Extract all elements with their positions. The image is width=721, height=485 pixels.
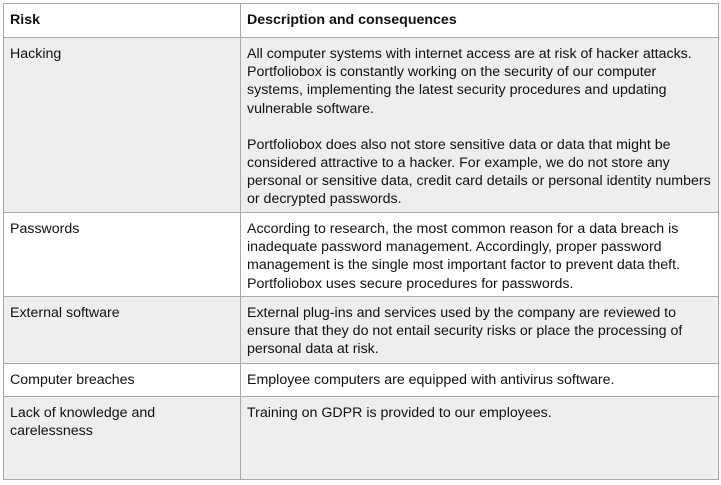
table-row-passwords xyxy=(4,213,719,297)
table-row-computer-breaches xyxy=(4,364,719,397)
description-paragraph: All computer systems with internet access are at risk of hacker attacks. Portfoliobox is constantly working on the security of our computer systems, implementing the latest security procedures and updating vulnerable software. xyxy=(247,46,692,117)
description-cell xyxy=(241,397,719,480)
description-cell xyxy=(241,364,719,397)
risk-cell: Passwords xyxy=(4,213,241,297)
table-header-row xyxy=(4,4,719,38)
header-risk: Risk xyxy=(4,4,241,38)
table-row-hacking xyxy=(4,38,719,213)
risk-cell: External software xyxy=(4,297,241,364)
table-row-lack-of-knowledge xyxy=(4,397,719,480)
description-cell xyxy=(241,213,719,297)
description-cell xyxy=(241,38,719,213)
description-paragraph: Training on GDPR is provided to our employees. xyxy=(247,405,552,421)
description-paragraph: Portfoliobox does also not store sensitive data or data that might be considered attractive to a hacker. For example, we do not store any personal or sensitive data, credit card details or personal identity numbers or decrypted passwords. xyxy=(247,136,711,208)
risk-cell: Lack of knowledge and carelessness xyxy=(4,397,241,480)
description-paragraph: Employee computers are equipped with antivirus software. xyxy=(247,372,615,388)
risk-cell: Computer breaches xyxy=(4,364,241,397)
table-row-external-software xyxy=(4,297,719,364)
risk-table xyxy=(3,3,719,480)
header-description: Description and consequences xyxy=(241,4,719,38)
description-paragraph: External plug-ins and services used by the company are reviewed to ensure that they do not entail security risks or place the processing of personal data at risk. xyxy=(247,305,683,358)
description-paragraph: According to research, the most common reason for a data breach is inadequate password management. Accordingly, proper password management is the single most important factor to prevent data theft. Portfoliobox uses secure procedures for passwords. xyxy=(247,221,680,292)
description-cell xyxy=(241,297,719,364)
risk-cell: Hacking xyxy=(4,38,241,213)
